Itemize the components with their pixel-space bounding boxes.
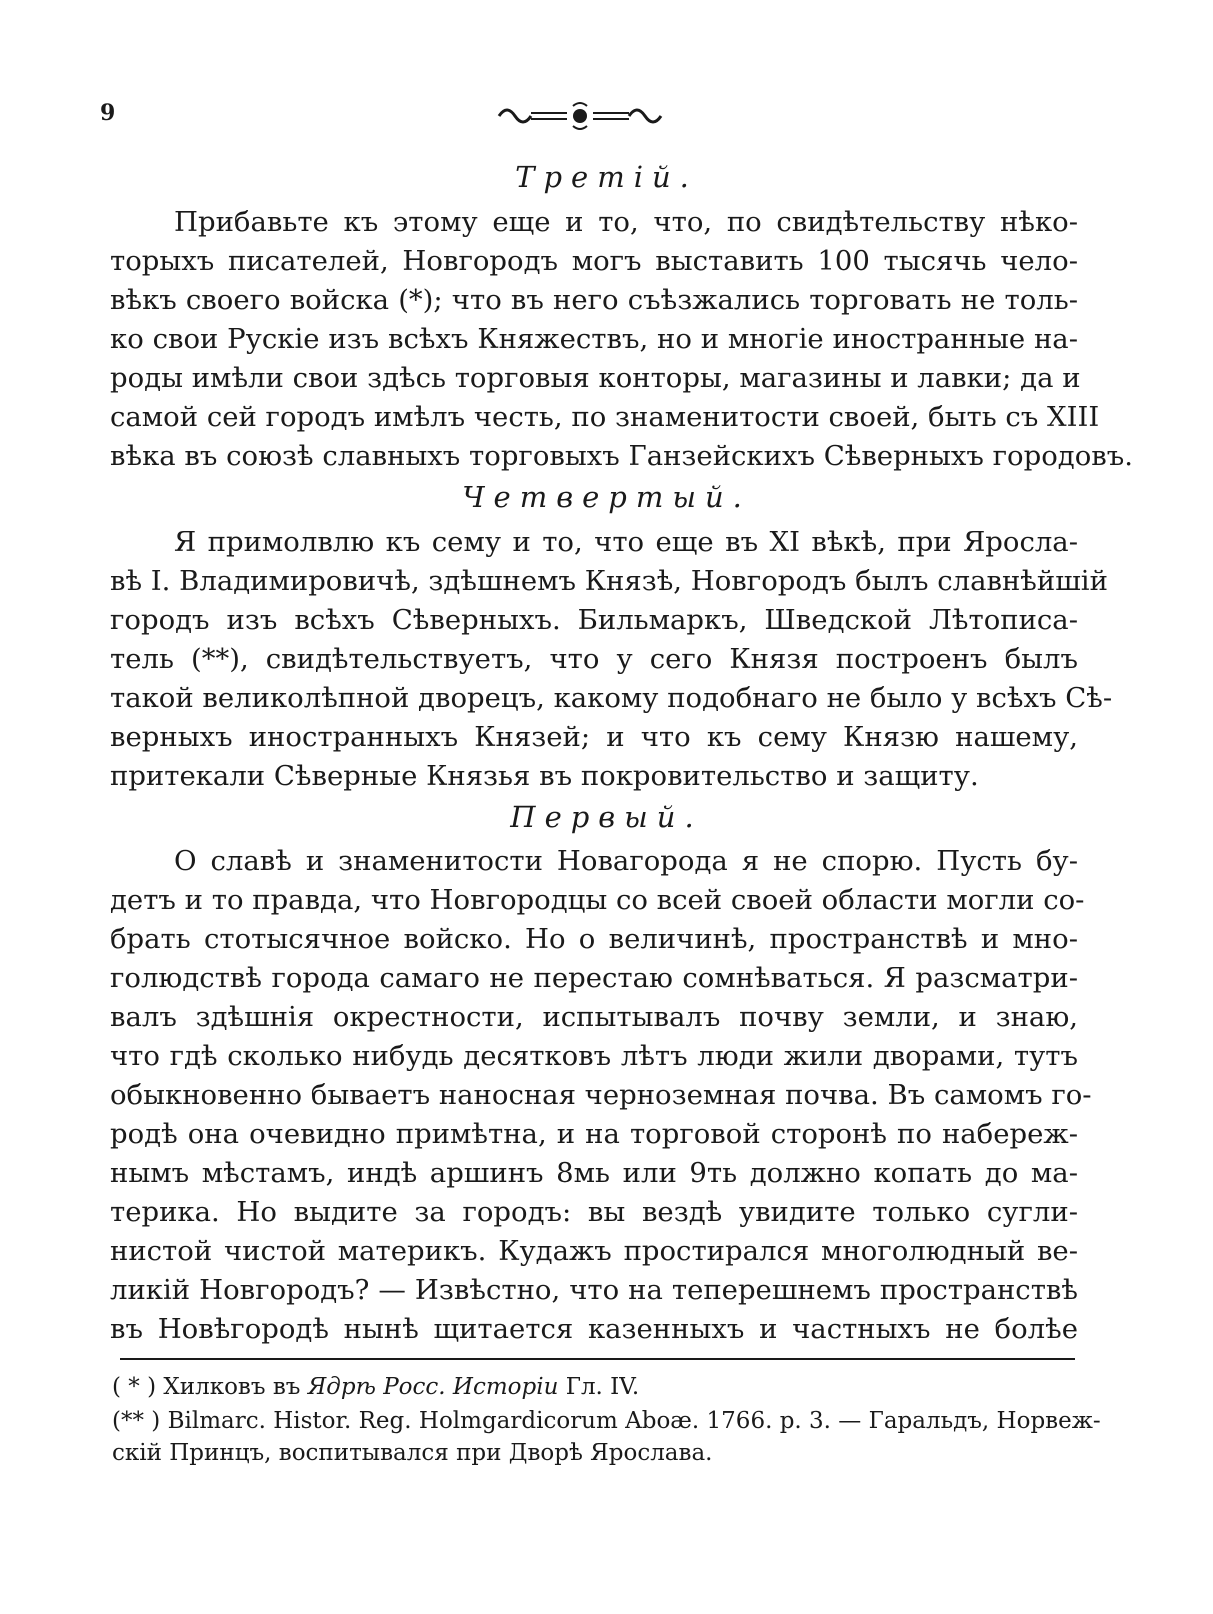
text-line: Прибавьте къ этому еще и то, что, по свидѣтельству нѣко- — [174, 206, 1078, 238]
text-line: притекали Сѣверные Князья въ покровительство и защиту. — [110, 760, 979, 792]
footnote-2-continuation: скій Принцъ, воспитывался при Дворѣ Ярослава. — [112, 1440, 713, 1466]
text-line: вѣ I. Владимировичѣ, здѣшнемъ Князѣ, Новгородъ былъ славнѣйшій — [110, 565, 1108, 597]
text-line: нымъ мѣстамъ, индѣ аршинъ 8мь или 9ть должно копать до ма- — [110, 1157, 1078, 1189]
text-line: торыхъ писателей, Новгородъ могъ выставить 100 тысячь чело- — [110, 245, 1078, 277]
text-line: валъ здѣшнія окрестности, испытывалъ почву земли, и знаю, — [110, 1001, 1078, 1033]
text-line: городъ изъ всѣхъ Сѣверныхъ. Бильмаркъ, Шведской Лѣтописа- — [110, 604, 1078, 636]
text-line: тель (**), свидѣтельствуетъ, что у сего Князя построенъ былъ — [110, 643, 1078, 675]
text-line: что гдѣ сколько нибудь десятковъ лѣтъ люди жили дворами, тутъ — [110, 1040, 1078, 1072]
footnote-author: Хилковъ въ — [163, 1374, 301, 1400]
text-line: Я примолвлю къ сему и то, что еще въ XI вѣкѣ, при Яросла- — [174, 526, 1078, 558]
footnote-divider — [120, 1358, 1075, 1360]
text-line: самой сей городъ имѣлъ честь, по знаменитости своей, быть съ XIII — [110, 401, 1100, 433]
section-heading: Третій. — [515, 160, 698, 194]
section-heading: Четвертый. — [462, 480, 751, 514]
text-line: ликій Новгородъ? — Извѣстно, что на теперешнемъ пространствѣ — [110, 1274, 1078, 1306]
text-line: обыкновенно бываетъ наносная черноземная почва. Въ самомъ го- — [110, 1079, 1092, 1111]
text-line: ко свои Рускіе изъ всѣхъ Княжествъ, но и многіе иностранные на- — [110, 323, 1078, 355]
text-line: въ Новѣгородѣ нынѣ щитается казенныхъ и частныхъ не болѣе — [110, 1313, 1078, 1345]
text-line: вѣка въ союзѣ славныхъ торговыхъ Ганзейскихъ Сѣверныхъ городовъ. — [110, 440, 1133, 472]
text-line: детъ и то правда, что Новгородцы со всей своей области могли со- — [110, 884, 1085, 916]
page-number: 9 — [100, 100, 116, 126]
text-line: верныхъ иностранныхъ Князей; и что къ сему Князю нашему, — [110, 721, 1078, 753]
footnote-1 — [112, 1372, 1077, 1402]
footnote-chapter: Гл. IV. — [565, 1374, 640, 1400]
text-line: родѣ она очевидно примѣтна, и на торговой сторонѣ по набереж- — [110, 1118, 1078, 1150]
text-line: брать стотысячное войско. Но о величинѣ, пространствѣ и мно- — [110, 923, 1078, 955]
text-line: О славѣ и знаменитости Новагорода я не спорю. Пусть бу- — [174, 845, 1078, 877]
footnote-mark: ( * ) — [112, 1374, 157, 1400]
text-line: голюдствѣ города самаго не перестаю сомнѣваться. Я разсматри- — [110, 962, 1078, 994]
text-line: терика. Но выдите за городъ: вы вездѣ увидите только сугли- — [110, 1196, 1078, 1228]
footnote-text: Bilmarc. Histor. Reg. Holmgardicorum Aboæ. 1766. p. 3. — Гаральдъ, Норвеж- — [167, 1408, 1101, 1434]
text-line: роды имѣли свои здѣсь торговыя конторы, магазины и лавки; да и — [110, 362, 1081, 394]
ornament-header — [495, 96, 665, 136]
section-heading: Первый. — [510, 800, 703, 834]
text-line: такой великолѣпной дворецъ, какому подобнаго не было у всѣхъ Сѣ- — [110, 682, 1113, 714]
text-line: вѣкъ своего войска (*); что въ него съѣзжались торговать не толь- — [110, 284, 1078, 316]
footnote-mark: (** ) — [112, 1408, 161, 1434]
footnote-2 — [112, 1406, 1101, 1436]
footnote-source: Ядрѣ Росс. Исторіи — [307, 1374, 559, 1400]
text-line: нистой чистой материкъ. Кудажъ простирался многолюдный ве- — [110, 1235, 1078, 1267]
